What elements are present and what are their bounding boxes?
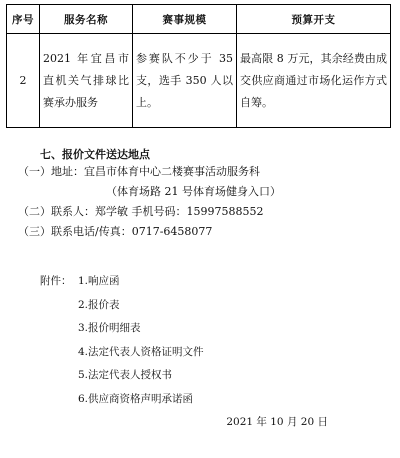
address-note-line: （体育场路 21 号体育场健身入口）: [106, 185, 281, 198]
header-index: 序号: [7, 5, 40, 34]
header-budget: 预算开支: [237, 5, 391, 34]
attachment-item-6: 6.供应商资格声明承诺函: [78, 392, 194, 405]
cell-index: 2: [7, 34, 40, 128]
attachment-item-4: 4.法定代表人资格证明文件: [78, 345, 204, 358]
delivery-info: [18, 162, 281, 242]
header-service-name: 服务名称: [40, 5, 133, 34]
table-row: [7, 34, 391, 128]
header-event-scale: 赛事规模: [133, 5, 237, 34]
cell-event-scale: [133, 34, 237, 128]
phone-line: （三）联系电话/传真：0717-6458077: [18, 225, 213, 238]
event-scale-text: 参赛队不少于 35 支，选手 350 人以上。: [136, 51, 233, 109]
attachment-item-1: 1.响应函: [78, 275, 120, 287]
list-item: [40, 270, 204, 294]
contact-line: （二）联系人：郑学敏 手机号码：15997588552: [18, 205, 264, 218]
list-item: [40, 317, 204, 341]
cell-budget: [237, 34, 391, 128]
address-line: （一）地址：宜昌市体育中心二楼赛事活动服务科: [18, 165, 260, 178]
list-item: [40, 341, 204, 365]
section-heading: 七、报价文件送达地点: [40, 148, 150, 161]
attachment-item-5: 5.法定代表人授权书: [78, 369, 173, 381]
budget-table: [6, 4, 391, 128]
list-item: [40, 364, 204, 388]
service-name-text: 2021 年宜昌市直机关气排球比赛承办服务: [43, 51, 129, 109]
table-header-row: [7, 5, 391, 34]
list-item: [40, 388, 204, 412]
attachments-list: [40, 270, 204, 411]
list-item: [40, 294, 204, 318]
attachments-label: 附件：: [40, 275, 72, 287]
document-date: 2021 年 10 月 20 日: [226, 416, 328, 428]
cell-service-name: [40, 34, 133, 128]
attachment-item-2: 2.报价表: [78, 298, 120, 311]
budget-text: 最高限 8 万元，其余经费由成交供应商通过市场化运作方式自筹。: [240, 51, 387, 109]
attachment-item-3: 3.报价明细表: [78, 322, 141, 334]
